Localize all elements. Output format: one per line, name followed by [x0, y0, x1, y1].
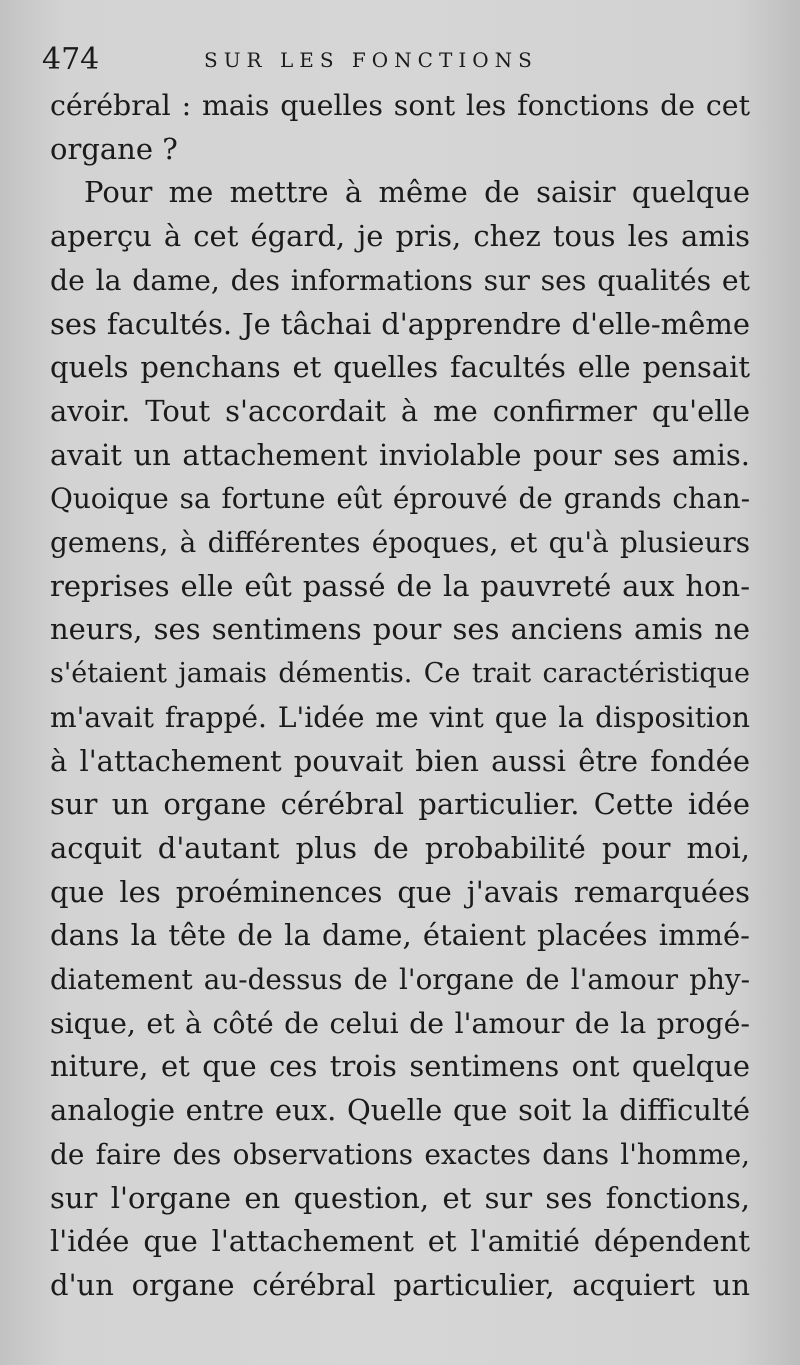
text-line: gemens, à différentes époques, et qu'à plusieurs	[50, 526, 750, 560]
text-line: quels penchans et quelles facultés elle pensait	[50, 350, 750, 385]
text-line: ses facultés. Je tâchai d'apprendre d'elle-même	[50, 306, 750, 341]
text-line: m'avait frappé. L'idée me vint que la disposition	[50, 700, 750, 734]
text-line: analogie entre eux. Quelle que soit la difficulté	[50, 1093, 750, 1128]
text-line: avait un attachement inviolable pour ses amis.	[50, 437, 750, 472]
text-line: de la dame, des informations sur ses qualités et	[50, 263, 750, 297]
text-line: neurs, ses sentimens pour ses anciens amis ne	[50, 612, 750, 647]
text-line: s'étaient jamais démentis. Ce trait caractéristique	[50, 658, 750, 690]
text-line: sique, et à côté de celui de l'amour de la progé-	[50, 1006, 750, 1040]
text-line: dans la tête de la dame, étaient placées immé-	[50, 918, 750, 953]
text-line: à l'attachement pouvait bien aussi être fondée	[50, 743, 750, 778]
text-line: niture, et que ces trois sentimens ont quelque	[50, 1049, 750, 1084]
text-line: diatement au-dessus de l'organe de l'amour phy-	[50, 963, 750, 997]
text-line: avoir. Tout s'accordait à me confirmer qu'elle	[50, 393, 750, 428]
text-line: de faire des observations exactes dans l'homme,	[50, 1137, 750, 1171]
running-title: SUR LES FONCTIONS	[204, 48, 538, 72]
text-line: sur un organe cérébral particulier. Cette idée	[50, 787, 750, 822]
text-line: organe ?	[50, 131, 178, 166]
page-header	[42, 40, 742, 80]
text-line: l'idée que l'attachement et l'amitié dépendent	[50, 1224, 750, 1259]
text-line: acquit d'autant plus de probabilité pour moi,	[50, 830, 750, 865]
text-line: sur l'organe en question, et sur ses fonctions,	[50, 1180, 750, 1215]
text-line: que les proéminences que j'avais remarquées	[50, 874, 750, 909]
page-number: 474	[42, 42, 100, 77]
text-line: d'un organe cérébral particulier, acquiert un	[50, 1267, 750, 1302]
text-line: aperçu à cet égard, je pris, chez tous les amis	[50, 219, 750, 254]
text-line: reprises elle eût passé de la pauvreté aux hon-	[50, 568, 750, 603]
paragraph-first-line: Pour me mettre à même de saisir quelque	[84, 175, 750, 210]
text-line: Quoique sa fortune eût éprouvé de grands chan-	[50, 482, 750, 516]
text-line: cérébral : mais quelles sont les fonctions de cet	[50, 89, 750, 122]
body-text	[50, 84, 750, 1308]
